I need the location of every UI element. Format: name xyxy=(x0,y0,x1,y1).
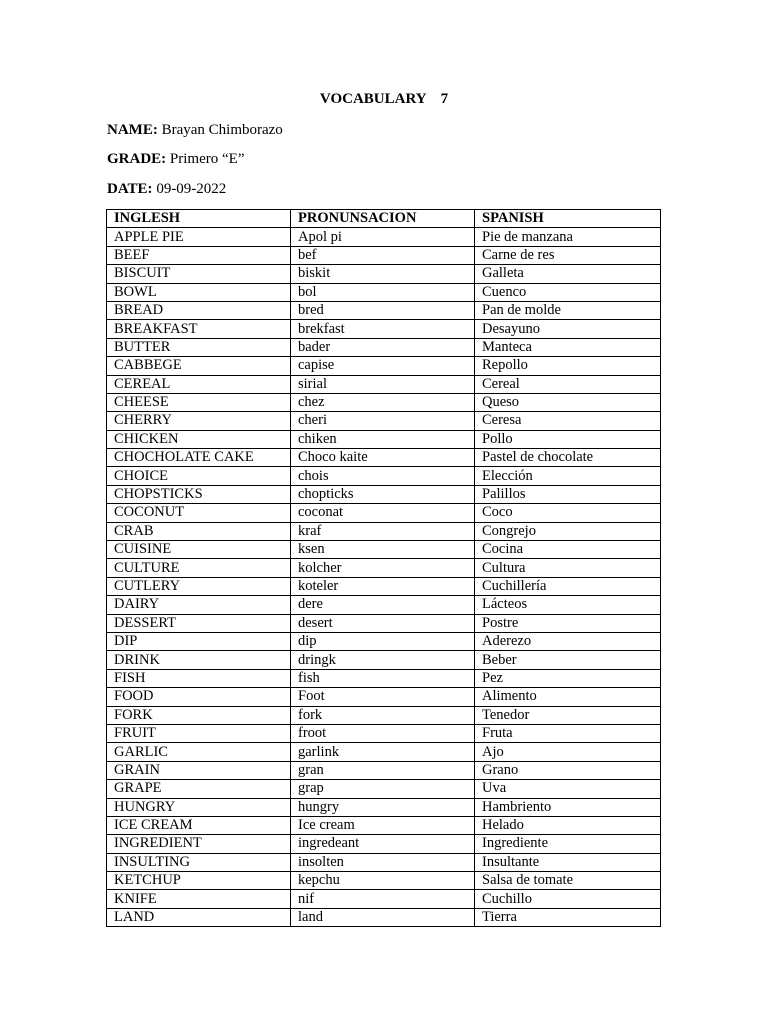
cell-english: BREAD xyxy=(107,301,291,319)
table-row xyxy=(107,393,661,411)
cell-english: APPLE PIE xyxy=(107,228,291,246)
cell-spanish: Postre xyxy=(475,614,661,632)
grade-label: GRADE: xyxy=(107,151,167,167)
cell-spanish: Pan de molde xyxy=(475,301,661,319)
cell-pronunciation: bred xyxy=(291,301,475,319)
table-row xyxy=(107,412,661,430)
table-row xyxy=(107,724,661,742)
cell-english: FOOD xyxy=(107,688,291,706)
table-row xyxy=(107,357,661,375)
cell-english: CHOICE xyxy=(107,467,291,485)
table-row xyxy=(107,301,661,319)
cell-english: CHERRY xyxy=(107,412,291,430)
cell-english: CHICKEN xyxy=(107,430,291,448)
table-row xyxy=(107,835,661,853)
cell-english: INSULTING xyxy=(107,853,291,871)
cell-english: KETCHUP xyxy=(107,872,291,890)
cell-pronunciation: nif xyxy=(291,890,475,908)
cell-pronunciation: bader xyxy=(291,338,475,356)
cell-english: KNIFE xyxy=(107,890,291,908)
grade-value: Primero “E” xyxy=(169,151,245,167)
cell-spanish: Pastel de chocolate xyxy=(475,449,661,467)
name-line xyxy=(107,122,283,139)
cell-pronunciation: Ice cream xyxy=(291,816,475,834)
table-row xyxy=(107,449,661,467)
cell-spanish: Lácteos xyxy=(475,596,661,614)
cell-pronunciation: fish xyxy=(291,669,475,687)
date-line xyxy=(107,181,226,198)
cell-pronunciation: froot xyxy=(291,724,475,742)
cell-english: CHOPSTICKS xyxy=(107,485,291,503)
cell-pronunciation: dringk xyxy=(291,651,475,669)
cell-spanish: Cereal xyxy=(475,375,661,393)
cell-english: CRAB xyxy=(107,522,291,540)
cell-pronunciation: kepchu xyxy=(291,872,475,890)
cell-spanish: Ajo xyxy=(475,743,661,761)
cell-spanish: Galleta xyxy=(475,265,661,283)
table-row xyxy=(107,853,661,871)
cell-english: CULTURE xyxy=(107,559,291,577)
date-value: 09-09-2022 xyxy=(156,181,227,197)
table-row xyxy=(107,780,661,798)
header-spanish: SPANISH xyxy=(475,210,661,228)
cell-english: BREAKFAST xyxy=(107,320,291,338)
cell-pronunciation: sirial xyxy=(291,375,475,393)
cell-pronunciation: capise xyxy=(291,357,475,375)
cell-pronunciation: desert xyxy=(291,614,475,632)
cell-english: BUTTER xyxy=(107,338,291,356)
header-pronunciation: PRONUNSACION xyxy=(291,210,475,228)
cell-english: CEREAL xyxy=(107,375,291,393)
cell-pronunciation: Apol pi xyxy=(291,228,475,246)
cell-english: FRUIT xyxy=(107,724,291,742)
cell-pronunciation: insolten xyxy=(291,853,475,871)
cell-pronunciation: kraf xyxy=(291,522,475,540)
table-row xyxy=(107,872,661,890)
cell-pronunciation: land xyxy=(291,908,475,926)
cell-pronunciation: cheri xyxy=(291,412,475,430)
table-row xyxy=(107,375,661,393)
table-row xyxy=(107,798,661,816)
cell-spanish: Ingrediente xyxy=(475,835,661,853)
cell-pronunciation: Foot xyxy=(291,688,475,706)
cell-pronunciation: coconat xyxy=(291,504,475,522)
cell-pronunciation: brekfast xyxy=(291,320,475,338)
cell-pronunciation: chois xyxy=(291,467,475,485)
cell-pronunciation: Choco kaite xyxy=(291,449,475,467)
table-row xyxy=(107,541,661,559)
cell-spanish: Repollo xyxy=(475,357,661,375)
grade-line xyxy=(107,151,244,168)
cell-spanish: Pie de manzana xyxy=(475,228,661,246)
cell-english: CUTLERY xyxy=(107,577,291,595)
cell-pronunciation: chopticks xyxy=(291,485,475,503)
cell-spanish: Pollo xyxy=(475,430,661,448)
cell-spanish: Manteca xyxy=(475,338,661,356)
cell-pronunciation: koteler xyxy=(291,577,475,595)
cell-spanish: Cocina xyxy=(475,541,661,559)
cell-english: LAND xyxy=(107,908,291,926)
cell-english: DIP xyxy=(107,632,291,650)
cell-spanish: Hambriento xyxy=(475,798,661,816)
cell-english: ICE CREAM xyxy=(107,816,291,834)
table-row xyxy=(107,283,661,301)
cell-english: CABBEGE xyxy=(107,357,291,375)
cell-spanish: Cultura xyxy=(475,559,661,577)
table-row xyxy=(107,669,661,687)
cell-pronunciation: fork xyxy=(291,706,475,724)
document-title xyxy=(0,91,768,108)
date-label: DATE: xyxy=(107,181,153,197)
cell-spanish: Cuenco xyxy=(475,283,661,301)
cell-english: DRINK xyxy=(107,651,291,669)
table-row xyxy=(107,761,661,779)
header-english: INGLESH xyxy=(107,210,291,228)
cell-english: CUISINE xyxy=(107,541,291,559)
cell-pronunciation: grap xyxy=(291,780,475,798)
table-row xyxy=(107,577,661,595)
cell-spanish: Uva xyxy=(475,780,661,798)
table-row xyxy=(107,485,661,503)
cell-spanish: Coco xyxy=(475,504,661,522)
cell-pronunciation: dip xyxy=(291,632,475,650)
cell-spanish: Cuchillo xyxy=(475,890,661,908)
table-row xyxy=(107,430,661,448)
title-number: 7 xyxy=(440,91,449,107)
name-value: Brayan Chimborazo xyxy=(161,122,283,138)
table-row xyxy=(107,614,661,632)
table-row xyxy=(107,338,661,356)
cell-english: GRAPE xyxy=(107,780,291,798)
cell-spanish: Insultante xyxy=(475,853,661,871)
table-row xyxy=(107,320,661,338)
cell-english: CHEESE xyxy=(107,393,291,411)
cell-english: COCONUT xyxy=(107,504,291,522)
cell-english: DESSERT xyxy=(107,614,291,632)
table-row xyxy=(107,246,661,264)
cell-english: GRAIN xyxy=(107,761,291,779)
cell-spanish: Tenedor xyxy=(475,706,661,724)
cell-pronunciation: gran xyxy=(291,761,475,779)
table-row xyxy=(107,559,661,577)
cell-english: FISH xyxy=(107,669,291,687)
cell-spanish: Beber xyxy=(475,651,661,669)
table-header-row xyxy=(107,210,661,228)
cell-english: FORK xyxy=(107,706,291,724)
cell-spanish: Cuchillería xyxy=(475,577,661,595)
cell-english: INGREDIENT xyxy=(107,835,291,853)
cell-pronunciation: ksen xyxy=(291,541,475,559)
cell-spanish: Tierra xyxy=(475,908,661,926)
table-row xyxy=(107,890,661,908)
table-row xyxy=(107,816,661,834)
cell-pronunciation: garlink xyxy=(291,743,475,761)
cell-english: CHOCHOLATE CAKE xyxy=(107,449,291,467)
cell-spanish: Elección xyxy=(475,467,661,485)
cell-spanish: Carne de res xyxy=(475,246,661,264)
table-row xyxy=(107,522,661,540)
cell-pronunciation: ingredeant xyxy=(291,835,475,853)
cell-english: BISCUIT xyxy=(107,265,291,283)
table-row xyxy=(107,651,661,669)
table-row xyxy=(107,596,661,614)
cell-spanish: Fruta xyxy=(475,724,661,742)
cell-spanish: Alimento xyxy=(475,688,661,706)
cell-english: DAIRY xyxy=(107,596,291,614)
table-row xyxy=(107,706,661,724)
cell-pronunciation: biskit xyxy=(291,265,475,283)
table-row xyxy=(107,504,661,522)
cell-english: BEEF xyxy=(107,246,291,264)
table-row xyxy=(107,228,661,246)
cell-spanish: Ceresa xyxy=(475,412,661,430)
cell-spanish: Salsa de tomate xyxy=(475,872,661,890)
cell-spanish: Queso xyxy=(475,393,661,411)
table-row xyxy=(107,632,661,650)
cell-english: BOWL xyxy=(107,283,291,301)
cell-pronunciation: hungry xyxy=(291,798,475,816)
cell-spanish: Pez xyxy=(475,669,661,687)
cell-pronunciation: dere xyxy=(291,596,475,614)
cell-spanish: Desayuno xyxy=(475,320,661,338)
cell-pronunciation: kolcher xyxy=(291,559,475,577)
cell-spanish: Aderezo xyxy=(475,632,661,650)
cell-spanish: Congrejo xyxy=(475,522,661,540)
name-label: NAME: xyxy=(107,122,158,138)
table-row xyxy=(107,688,661,706)
cell-pronunciation: bol xyxy=(291,283,475,301)
cell-english: HUNGRY xyxy=(107,798,291,816)
table-body xyxy=(107,228,661,927)
table-row xyxy=(107,265,661,283)
cell-pronunciation: chiken xyxy=(291,430,475,448)
table-row xyxy=(107,467,661,485)
cell-pronunciation: bef xyxy=(291,246,475,264)
table-row xyxy=(107,908,661,926)
title-text: VOCABULARY xyxy=(319,91,427,107)
cell-pronunciation: chez xyxy=(291,393,475,411)
cell-spanish: Helado xyxy=(475,816,661,834)
cell-spanish: Palillos xyxy=(475,485,661,503)
cell-english: GARLIC xyxy=(107,743,291,761)
vocabulary-table xyxy=(106,209,661,927)
cell-spanish: Grano xyxy=(475,761,661,779)
table-row xyxy=(107,743,661,761)
